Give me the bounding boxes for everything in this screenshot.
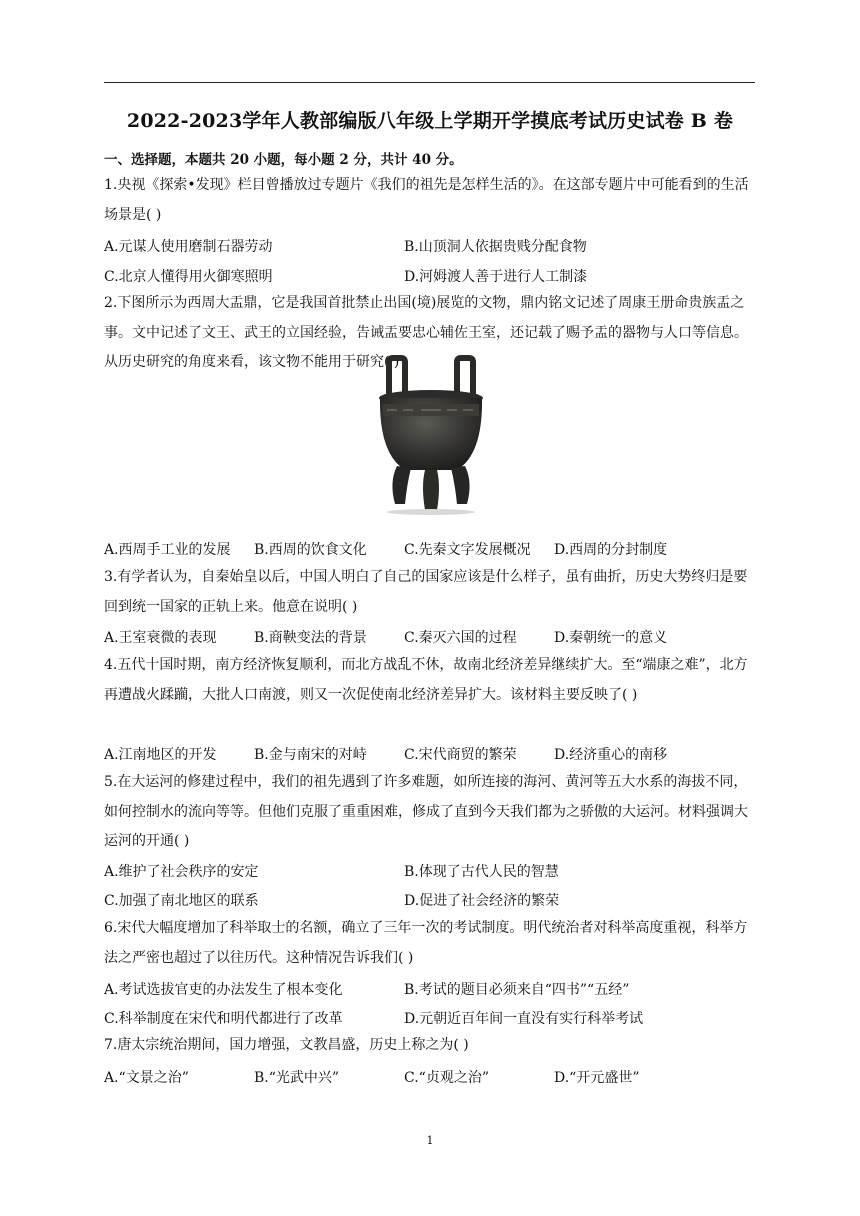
option-a[interactable]: A.考试选拔官吏的办法发生了根本变化 [104,982,343,998]
option-c[interactable]: C.宋代商贸的繁荣 [404,747,517,763]
option-b[interactable]: B.商鞅变法的背景 [254,630,367,646]
option-a[interactable]: A.“文景之治” [104,1070,189,1086]
option-a[interactable]: A.王室衰微的表现 [104,630,217,646]
question-4-stem: 4.五代十国时期，南方经济恢复顺利，而北方战乱不休，故南北经济差异继续扩大。至“端康之难”，北方再遭战火蹂躏，大批人口南渡，则又一次促使南北经济差异扩大。该材料主要反映了( ) [104,657,748,703]
question-2-stem: 2.下图所示为西周大盂鼎，它是我国首批禁止出国(境)展览的文物，鼎内铭文记述了周康王册命贵族盂之事。文中记述了文王、武王的立国经验，告诫盂要忠心辅佐王室，还记载了赐予盂的器物与人口等信息。从历史研究的角度来看，该文物不能用于研究( ) [104,295,748,370]
question-5-stem: 5.在大运河的修建过程中，我们的祖先遇到了许多难题，如所连接的海河、黄河等五大水系的海拔不同，如何控制水的流向等等。但他们克服了重重困难，修成了直到今天我们都为之骄傲的大运河。材料强调大运河的开通( ) [104,774,748,849]
option-a[interactable]: A.西周手工业的发展 [104,542,231,558]
question-1-stem: 1.央视《探索•发现》栏目曾播放过专题片《我们的祖先是怎样生活的》。在这部专题片中可能看到的生活场景是( ) [104,177,749,223]
option-c[interactable]: C.科举制度在宋代和明代都进行了改革 [104,1011,343,1027]
option-c[interactable]: C.先秦文字发展概况 [404,542,531,558]
option-b[interactable]: B.体现了古代人民的智慧 [404,864,559,880]
option-a[interactable]: A.元谋人使用磨制石器劳动 [104,239,273,255]
question-7-stem: 7.唐太宗统治期间，国力增强，文教昌盛，历史上称之为( ) [104,1037,469,1053]
option-d[interactable]: D.“开元盛世” [554,1070,640,1086]
option-a[interactable]: A.江南地区的开发 [104,747,217,763]
question-3-stem: 3.有学者认为，自秦始皇以后，中国人明白了自己的国家应该是什么样子，虽有曲折，历史大势终归是要回到统一国家的正轨上来。他意在说明( ) [104,569,748,615]
question-6-stem: 6.宋代大幅度增加了科举取士的名额，确立了三年一次的考试制度。明代统治者对科举高度重视，科举方法之严密也超过了以往历代。这种情况告诉我们( ) [104,920,748,966]
option-d[interactable]: D.河姆渡人善于进行人工制漆 [404,269,588,285]
option-d[interactable]: D.经济重心的南移 [554,747,668,763]
option-d[interactable]: D.促进了社会经济的繁荣 [404,893,560,909]
option-a[interactable]: A.维护了社会秩序的安定 [104,864,259,880]
option-b[interactable]: B.山顶洞人依据贵贱分配食物 [404,239,587,255]
option-b[interactable]: B.金与南宋的对峙 [254,747,367,763]
option-b[interactable]: B.“光武中兴” [254,1070,340,1086]
option-c[interactable]: C.北京人懂得用火御寒照明 [104,269,273,285]
header-rule [104,82,755,83]
option-c[interactable]: C.“贞观之治” [404,1070,489,1086]
option-d[interactable]: D.西周的分封制度 [554,542,668,558]
exam-title: 2022-2023学年人教部编版八年级上学期开学摸底考试历史试卷 B 卷 [126,110,734,132]
option-c[interactable]: C.加强了南北地区的联系 [104,893,259,909]
section-heading: 一、选择题，本题共 20 小题，每小题 2 分，共计 40 分。 [104,152,463,168]
option-b[interactable]: B.考试的题目必须来自“四书”“五经” [404,982,630,998]
option-c[interactable]: C.秦灭六国的过程 [404,630,517,646]
ding-vessel-image [375,354,487,516]
option-d[interactable]: D.秦朝统一的意义 [554,630,668,646]
option-d[interactable]: D.元朝近百年间一直没有实行科举考试 [404,1011,644,1027]
page-number: 1 [426,1134,434,1147]
option-b[interactable]: B.西周的饮食文化 [254,542,367,558]
